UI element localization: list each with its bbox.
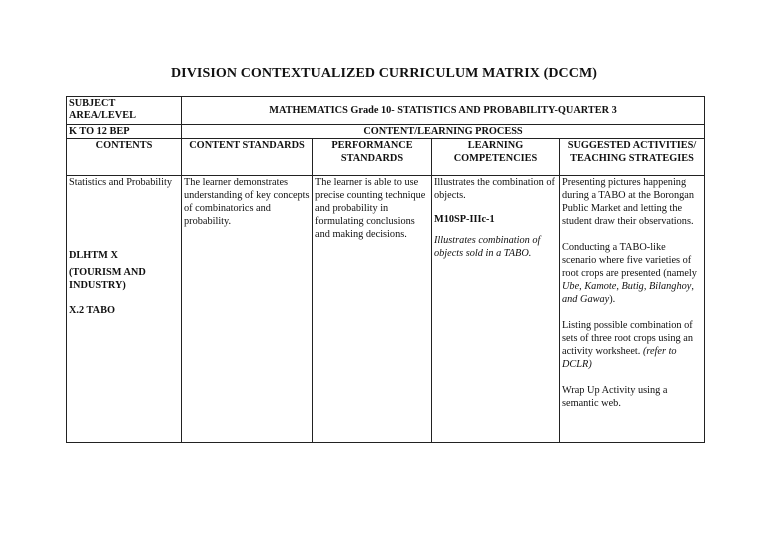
col-header-performance-standards: PERFORMANCE STANDARDS — [313, 139, 432, 176]
root-crop-name: Bilanghoy — [648, 281, 692, 292]
contents-subtopic: X.2 TABO — [69, 305, 115, 316]
subject-area-label: SUBJECT AREA/LEVEL — [67, 97, 182, 125]
performance-standard-text: The learner is able to use precise counting technique and probability in formulating conclusions and making decisions. — [315, 177, 426, 240]
content-standard-cell — [182, 176, 313, 443]
activity-item: Wrap Up Activity using a semantic web. — [562, 385, 668, 409]
col-header-learning-competencies: LEARNING COMPETENCIES — [432, 139, 560, 176]
table-row — [67, 176, 705, 443]
contextualized-competency: Illustrates combination of objects sold in a TABO. — [434, 235, 541, 259]
col-header-suggested-activities: SUGGESTED ACTIVITIES/ TEACHING STRATEGIES — [560, 139, 705, 176]
activity-text: Listing possible combination of sets of three root crops using an activity worksheet. — [562, 320, 693, 357]
subject-row — [67, 97, 705, 125]
learning-competency-text: Illustrates the combination of objects. — [434, 177, 555, 201]
document-title: DIVISION CONTEXTUALIZED CURRICULUM MATRIX (DCCM) — [170, 66, 598, 81]
performance-standard-cell — [313, 176, 432, 443]
separator: , — [579, 281, 585, 292]
content-learning-process-label: CONTENT/LEARNING PROCESS — [182, 125, 705, 139]
column-header-row — [67, 139, 705, 176]
separator: , — [616, 281, 622, 292]
reference-note: (refer to DCLR) — [562, 346, 677, 370]
contents-subject: DLHTM X — [69, 250, 118, 261]
activity-item — [562, 241, 702, 306]
learning-competency-cell — [432, 176, 560, 443]
col-header-contents: CONTENTS — [67, 139, 182, 176]
separator: , — [643, 281, 649, 292]
subject-area-value: MATHEMATICS Grade 10- STATISTICS AND PROBABILITY-QUARTER 3 — [182, 97, 705, 125]
contents-subject-area: (TOURISM AND INDUSTRY) — [69, 267, 146, 291]
contents-topic: Statistics and Probability — [69, 177, 172, 188]
root-crop-name: and Gaway — [562, 294, 610, 305]
root-crop-name: Butig — [621, 281, 644, 292]
curriculum-label: K TO 12 BEP — [67, 125, 182, 139]
curriculum-matrix-table — [66, 96, 705, 443]
activity-item: Presenting pictures happening during a TABO at the Borongan Public Market and letting the student draw their observations. — [562, 177, 694, 227]
competency-code: M10SP-IIIc-1 — [434, 214, 495, 225]
suggested-activities-cell — [560, 176, 705, 443]
root-crop-name: Kamote — [584, 281, 617, 292]
col-header-content-standards: CONTENT STANDARDS — [182, 139, 313, 176]
curriculum-row — [67, 125, 705, 139]
root-crop-name: Ube — [562, 281, 580, 292]
separator: , — [691, 281, 694, 292]
activity-text: Conducting a TABO-like scenario where five varieties of root crops are presented (namely — [562, 242, 697, 279]
content-standard-text: The learner demonstrates understanding of key concepts of combinatorics and probability. — [184, 177, 310, 227]
contents-cell — [67, 176, 182, 443]
activity-item — [562, 319, 702, 371]
activity-text: ). — [609, 294, 616, 305]
